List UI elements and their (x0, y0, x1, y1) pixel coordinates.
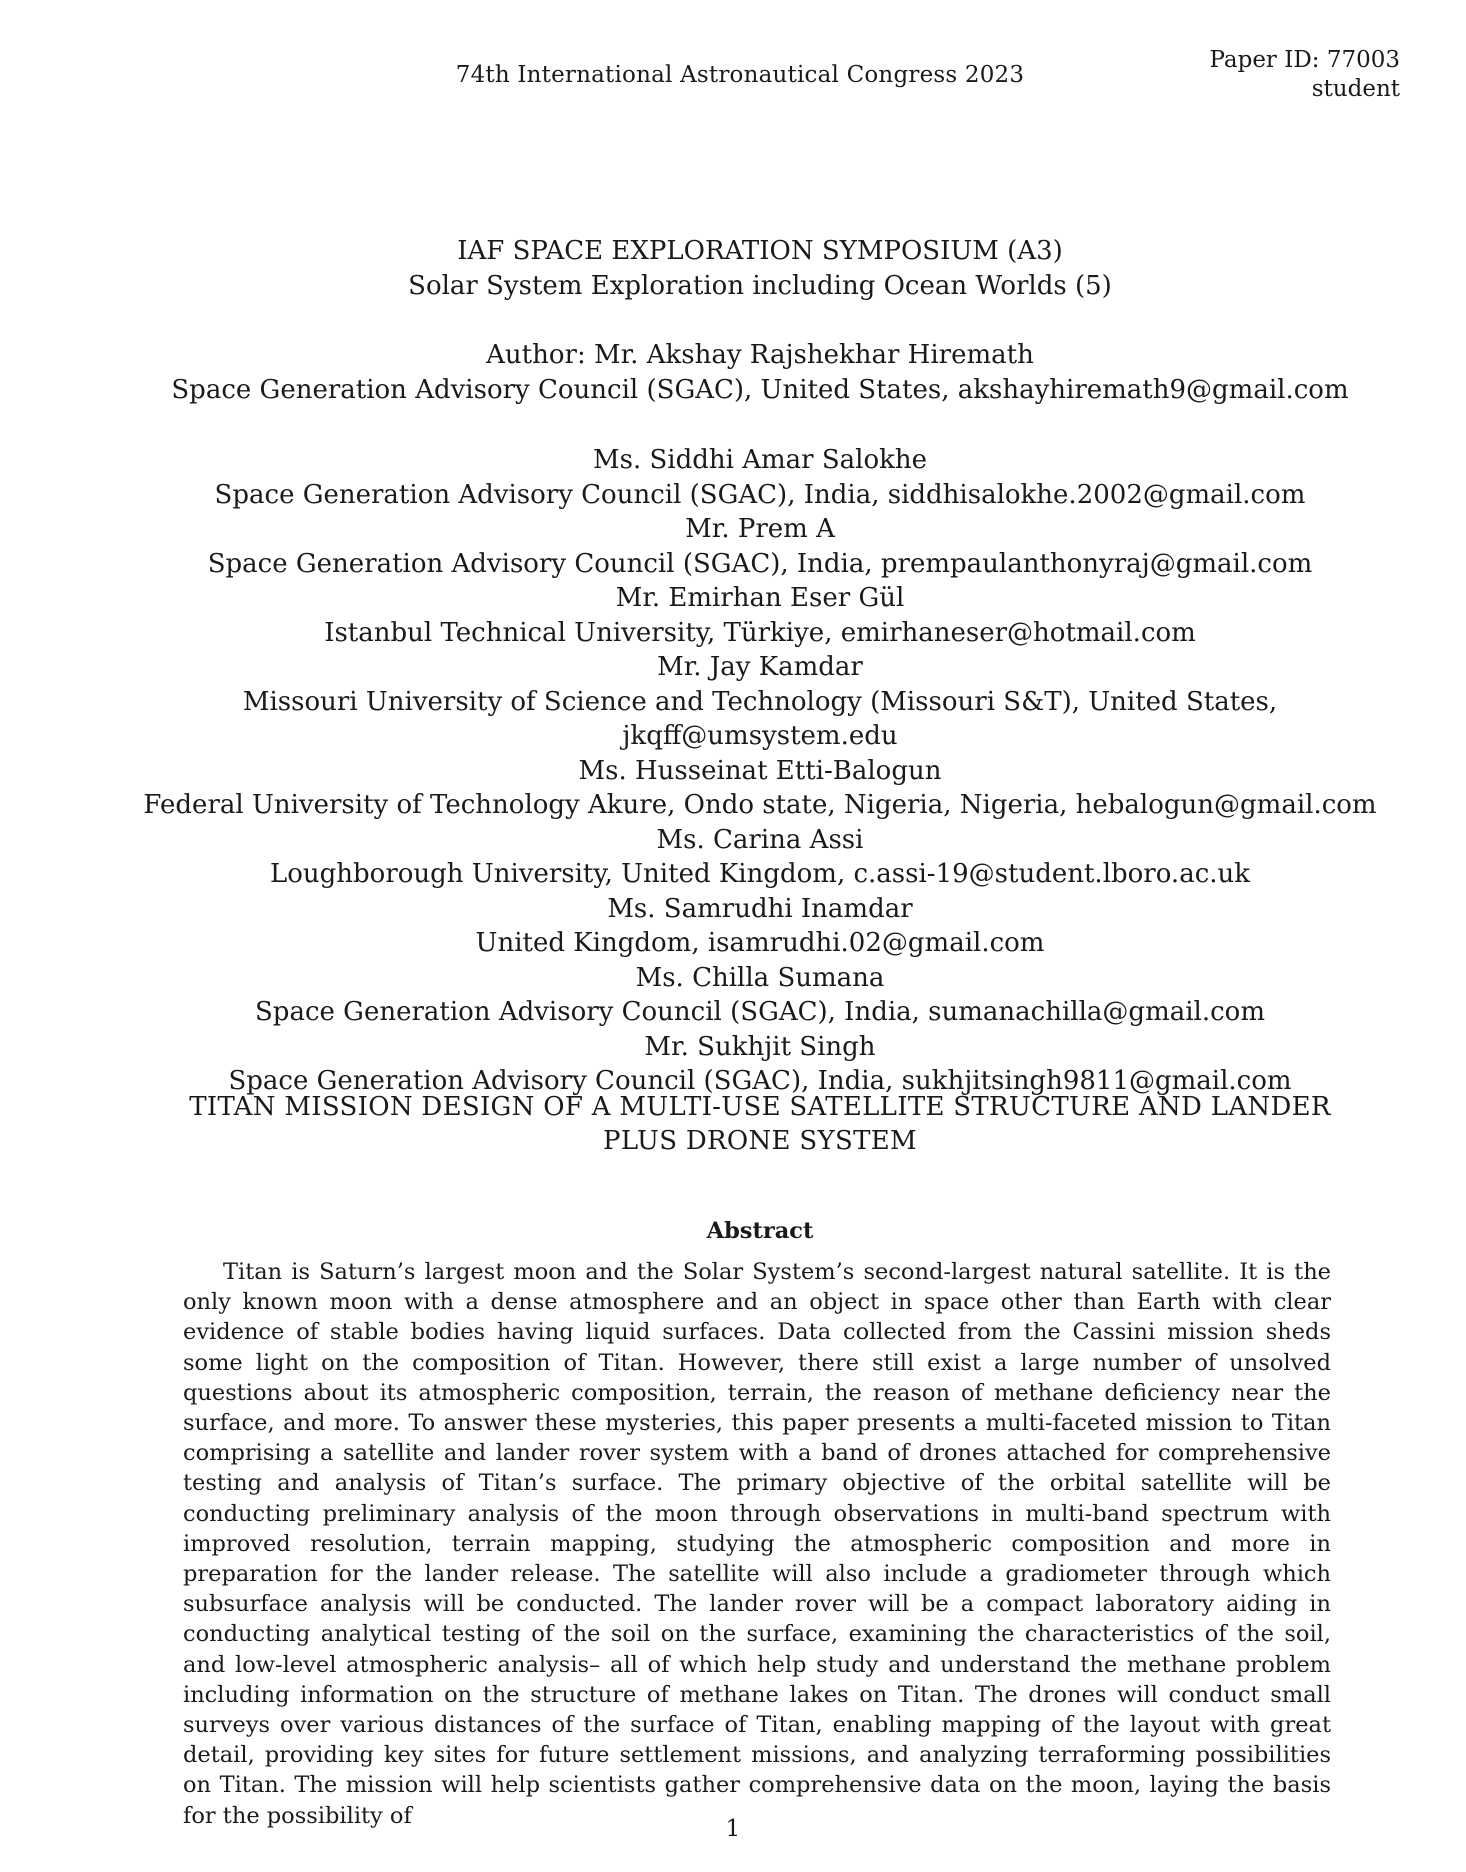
coauthor-name: Mr. Jay Kamdar (657, 652, 863, 682)
paper-category: student (1311, 76, 1400, 102)
paper-meta (1209, 46, 1400, 104)
symposium-session: Solar System Exploration including Ocean Worlds (5) (408, 270, 1112, 301)
page-number: 1 (725, 1816, 741, 1842)
coauthor-name: Ms. Siddhi Amar Salokhe (592, 445, 928, 475)
coauthor-name: Mr. Sukhjit Singh (644, 1031, 876, 1062)
symposium-name: IAF SPACE EXPLORATION SYMPOSIUM (A3) (457, 236, 1063, 266)
coauthor-name: Mr. Emirhan Eser Gül (615, 583, 905, 613)
coauthor-affiliation: Space Generation Advisory Council (SGAC), India, prempaulanthonyraj@gmail.com (207, 548, 1313, 579)
author-affiliation: Space Generation Advisory Council (SGAC), United States, akshayhiremath9@gmail.com (171, 374, 1349, 405)
symposium-block (140, 234, 1380, 303)
coauthor-affiliation: Federal University of Technology Akure, Ondo state, Nigeria, Nigeria, hebalogun@gmail.com (143, 790, 1377, 820)
abstract-text: Titan is Saturn’s largest moon and the Solar System’s second-largest natural satellite. It is the only known moon with a dense atmosphere and an object in space other than Earth with clear evidence of stable bodies having liquid surfaces. Data collected from the Cassini mission sheds some light on the composition of Titan. However, there still exist a large number of unsolved questions about its atmospheric composition, terrain, the reason of methane deficiency near the surface, and more. To answer these mysteries, this paper presents a multi-faceted mission to Titan comprising a satellite and lander rover system with a band of drones attached for comprehensive testing and analysis of Titan’s surface. The primary objective of the orbital satellite will be conducting preliminary analysis of the moon through observations in multi-band spectrum with improved resolution, terrain mapping, studying the atmospheric composition and more in preparation for the lander release. The satellite will also include a gradiometer through which subsurface analysis will be conducted. The lander rover will be a compact laboratory aiding in conducting analytical testing of the soil on the surface, examining the characteristics of the soil, and low-level atmospheric analysis– all of which help study and understand the methane problem including information on the structure of methane lakes on Titan. The drones will conduct small surveys over various distances of the surface of Titan, enabling mapping of the layout with great detail, providing key sites for future settlement missions, and analyzing terraforming possibilities on Titan. The mission will help scientists gather comprehensive data on the moon, laying the basis for the possibility of (183, 1259, 1331, 1829)
coauthor-list (140, 443, 1380, 1099)
coauthor-name: Ms. Chilla Sumana (635, 962, 885, 993)
coauthor-affiliation: Space Generation Advisory Council (SGAC), India, siddhisalokhe.2002@gmail.com (214, 479, 1306, 510)
conference-name: 74th International Astronautical Congress 2023 (455, 62, 1025, 88)
paper-id: Paper ID: 77003 (1209, 47, 1400, 73)
coauthor-affiliation: Loughborough University, United Kingdom, c.assi-19@student.lboro.ac.uk (269, 859, 1251, 889)
coauthor-name: Ms. Husseinat Etti-Balogun (578, 755, 942, 786)
coauthor-name: Ms. Samrudhi Inamdar (607, 893, 913, 924)
coauthor-affiliation: Missouri University of Science and Technology (Missouri S&T), United States, jkqff@umsystem.edu (242, 686, 1278, 751)
abstract-heading: Abstract (706, 1218, 814, 1244)
paper-title: TITAN MISSION DESIGN OF A MULTI-USE SATELLITE STRUCTURE AND LANDER PLUS DRONE SYSTEM (189, 1092, 1331, 1156)
author-name: Author: Mr. Akshay Rajshekhar Hiremath (486, 340, 1034, 370)
coauthor-affiliation: Space Generation Advisory Council (SGAC), India, sukhjitsingh9811@gmail.com (228, 1066, 1292, 1096)
coauthor-affiliation: Space Generation Advisory Council (SGAC), India, sumanachilla@gmail.com (255, 997, 1265, 1027)
coauthor-affiliation: United Kingdom, isamrudhi.02@gmail.com (475, 928, 1045, 958)
coauthor-name: Mr. Prem A (685, 514, 835, 544)
coauthor-affiliation: Istanbul Technical University, Türkiye, emirhaneser@hotmail.com (324, 617, 1196, 648)
coauthor-name: Ms. Carina Assi (656, 824, 864, 855)
primary-author (140, 338, 1380, 407)
